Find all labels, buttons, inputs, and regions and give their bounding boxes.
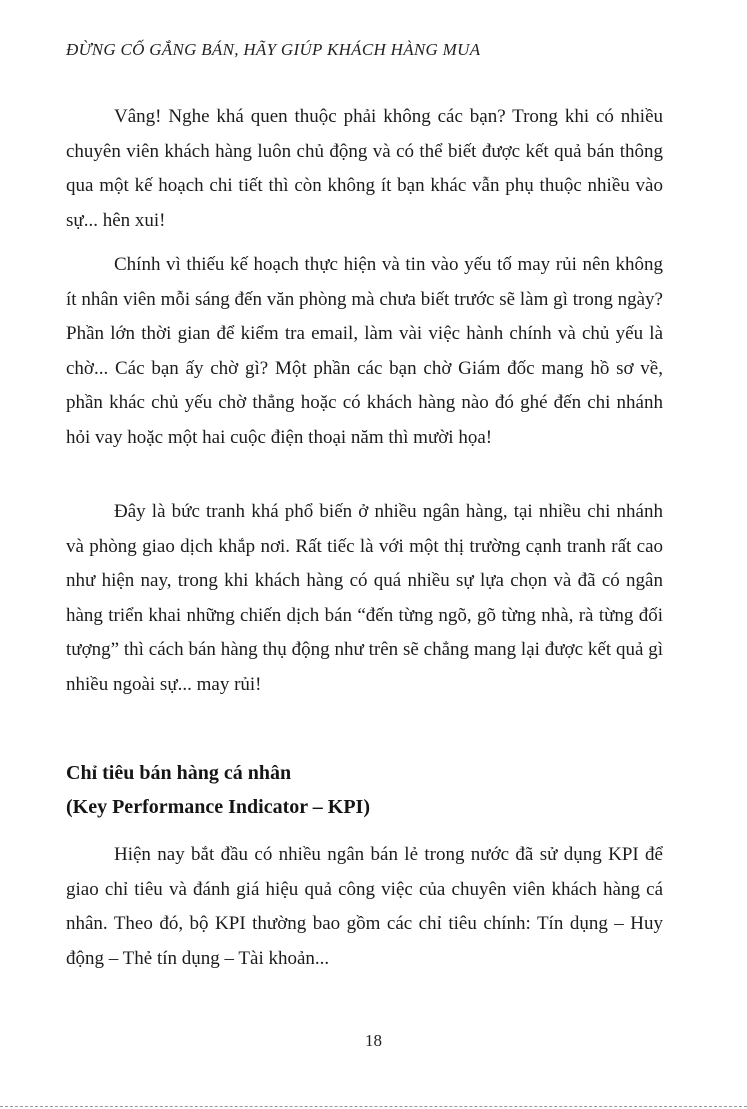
bottom-scan-edge	[0, 1106, 747, 1107]
paragraph: Đây là bức tranh khá phổ biến ở nhiều ngân hàng, tại nhiều chi nhánh và phòng giao dịch khắp nơi. Rất tiếc là với một thị trường cạnh tranh rất cao như hiện nay, trong khi khách hàng có quá nhiều sự lựa chọn và đã có ngân hàng triển khai những chiến dịch bán “đến từng ngõ, gõ từng nhà, rà từng đối tượng” thì cách bán hàng thụ động như trên sẽ chẳng mang lại được kết quả gì nhiều ngoài sự... may rủi!	[66, 501, 663, 695]
paragraph-block-1	[66, 100, 663, 238]
section-heading	[66, 756, 663, 824]
section-paragraph-block	[66, 838, 663, 976]
paragraph: Chính vì thiếu kế hoạch thực hiện và tin vào yếu tố may rủi nên không ít nhân viên mỗi sáng đến văn phòng mà chưa biết trước sẽ làm gì trong ngày? Phần lớn thời gian để kiểm tra email, làm vài việc hành chính và chủ yếu là chờ... Các bạn ấy chờ gì? Một phần các bạn chờ Giám đốc mang hồ sơ về, phần khác chủ yếu chờ thẳng hoặc có khách hàng nào đó ghé đến chi nhánh hỏi vay hoặc một hai cuộc điện thoại năm thì mười họa!	[66, 254, 663, 448]
section-heading-line-1: Chỉ tiêu bán hàng cá nhân	[66, 762, 292, 784]
running-header: ĐỪNG CỐ GẮNG BÁN, HÃY GIÚP KHÁCH HÀNG MUA	[66, 40, 481, 59]
paragraph: Vâng! Nghe khá quen thuộc phải không các bạn? Trong khi có nhiều chuyên viên khách hàng luôn chủ động và có thể biết được kết quả bán thông qua một kế hoạch chi tiết thì còn không ít bạn khác vẫn phụ thuộc nhiều vào sự... hên xui!	[66, 106, 663, 231]
paragraph-block-2	[66, 248, 663, 455]
paragraph-block-3	[66, 495, 663, 702]
page-number: 18	[365, 1031, 382, 1050]
paragraph: Hiện nay bắt đầu có nhiều ngân bán lẻ trong nước đã sử dụng KPI để giao chỉ tiêu và đánh giá hiệu quả công việc của chuyên viên khách hàng cá nhân. Theo đó, bộ KPI thường bao gồm các chỉ tiêu chính: Tín dụng – Huy động – Thẻ tín dụng – Tài khoản...	[66, 844, 663, 969]
section-heading-line-2: (Key Performance Indicator – KPI)	[66, 796, 370, 818]
